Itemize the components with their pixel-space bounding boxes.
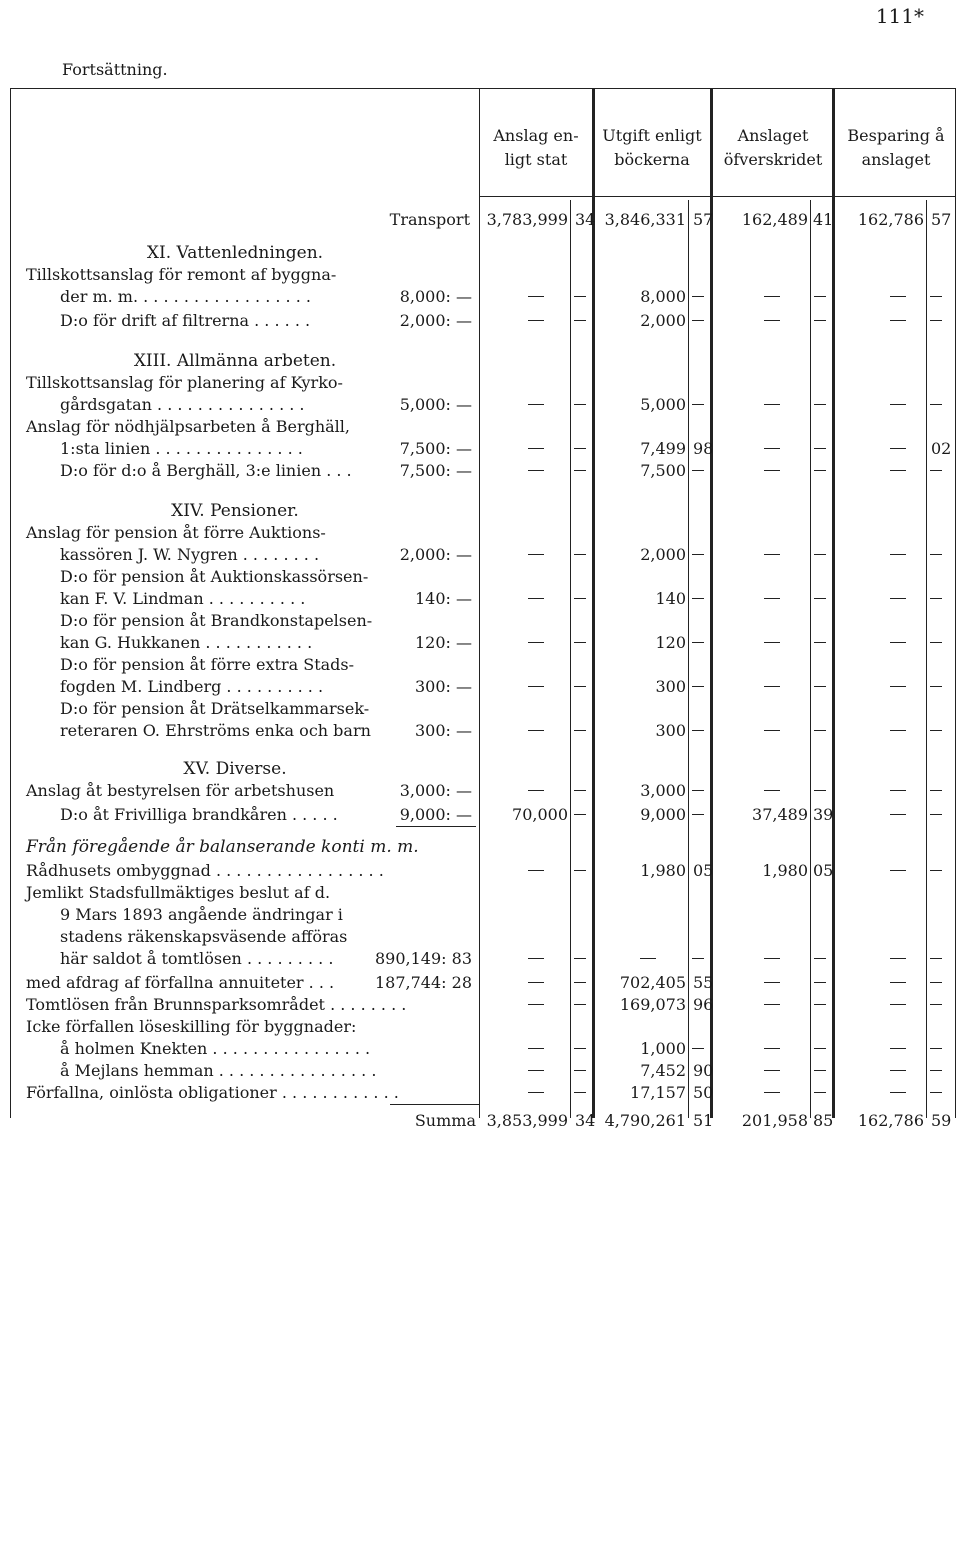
underline-rule [396, 826, 476, 827]
row-label: Tillskottsanslag för planering af Kyrko- [26, 373, 343, 392]
empty-cell-dash [528, 642, 544, 643]
transport-col4: 162,489 [741, 210, 808, 229]
row-label: kan F. V. Lindman . . . . . . . . . . [60, 589, 306, 608]
row-label: gårdsgatan . . . . . . . . . . . . . . . [60, 395, 305, 414]
row-label: D:o för drift af filtrerna . . . . . . [60, 311, 311, 330]
row-col3: 120 [655, 633, 686, 652]
row-label: D:o åt Frivilliga brandkåren . . . . . [60, 805, 338, 824]
empty-cell-dash [890, 730, 906, 731]
summa-col4-fraction: 85 [813, 1111, 834, 1130]
row-col3: 1,000 [640, 1039, 686, 1058]
summa-col3-fraction: 51 [693, 1111, 714, 1130]
empty-cell-dash [930, 1004, 942, 1005]
empty-cell-dash [890, 982, 906, 983]
row-col4: 1,980 [762, 861, 808, 880]
row-col3: 7,452 [640, 1061, 686, 1080]
empty-cell-dash [930, 982, 942, 983]
empty-cell-dash [890, 958, 906, 959]
empty-cell-dash [930, 1092, 942, 1093]
row-label: Tillskottsanslag för remont af byggna- [26, 265, 337, 284]
empty-cell-dash [814, 404, 826, 405]
header-col4: Anslaget öfverskridet [723, 126, 823, 169]
empty-cell-dash [930, 598, 942, 599]
col-rule [832, 88, 835, 1118]
row-label: med afdrag af förfallna annuiteter . . . [26, 973, 335, 992]
row-label: Anslag för pension åt förre Auktions- [26, 523, 326, 542]
empty-cell-dash [528, 870, 544, 871]
row-col4: 37,489 [752, 805, 808, 824]
section-heading: XI. Vattenledningen. [146, 243, 324, 263]
empty-cell-dash [528, 554, 544, 555]
row-col2: 70,000 [512, 805, 568, 824]
row-label: Icke förfallen löseskilling för byggnader: [26, 1017, 357, 1036]
empty-cell-dash [890, 1048, 906, 1049]
row-col3: 9,000 [640, 805, 686, 824]
empty-cell-dash [764, 686, 780, 687]
empty-cell-dash [764, 554, 780, 555]
col-rule [592, 88, 595, 1118]
row-col3-fraction: 98 [693, 439, 714, 458]
empty-cell-dash [692, 470, 704, 471]
row-col1: 7,500: — [399, 461, 472, 480]
row-col3: 2,000 [640, 545, 686, 564]
empty-cell-dash [930, 642, 942, 643]
transport-col2: 3,783,999 [486, 210, 568, 229]
fraction-rule [688, 200, 689, 1118]
empty-cell-dash [814, 296, 826, 297]
row-label: stadens räkenskapsväsende afföras [60, 927, 348, 946]
empty-cell-dash [890, 448, 906, 449]
row-label: D:o för pension åt Brandkonstapelsen- [60, 611, 373, 630]
empty-cell-dash [930, 404, 942, 405]
empty-cell-dash [814, 982, 826, 983]
transport-label: Transport [389, 210, 470, 229]
empty-cell-dash [930, 1048, 942, 1049]
empty-cell-dash [528, 1004, 544, 1005]
row-col3-fraction: 50 [693, 1083, 714, 1102]
summa-label: Summa [414, 1111, 476, 1130]
table-right-rule [955, 88, 956, 1118]
empty-cell-dash [764, 1070, 780, 1071]
summa-col5-fraction: 59 [931, 1111, 952, 1130]
row-col1: 3,000: — [399, 781, 472, 800]
empty-cell-dash [814, 642, 826, 643]
empty-cell-dash [692, 404, 704, 405]
row-col1: 300: — [414, 677, 472, 696]
empty-cell-dash [890, 320, 906, 321]
summa-rule [390, 1104, 480, 1105]
row-col1: 890,149: 83 [375, 949, 472, 968]
empty-cell-dash [692, 686, 704, 687]
empty-cell-dash [814, 1004, 826, 1005]
row-label: D:o för pension åt Drätselkammarsek- [60, 699, 370, 718]
row-col1: 120: — [414, 633, 472, 652]
empty-cell-dash [574, 598, 586, 599]
empty-cell-dash [764, 730, 780, 731]
empty-cell-dash [890, 1070, 906, 1071]
row-col1: 187,744: 28 [375, 973, 472, 992]
header-col2: Anslag en- ligt stat [493, 126, 579, 169]
empty-cell-dash [692, 790, 704, 791]
empty-cell-dash [764, 958, 780, 959]
empty-cell-dash [890, 470, 906, 471]
empty-cell-dash [764, 1004, 780, 1005]
empty-cell-dash [528, 448, 544, 449]
row-col3: 5,000 [640, 395, 686, 414]
summa-col3: 4,790,261 [604, 1111, 686, 1130]
row-col1: 140: — [414, 589, 472, 608]
empty-cell-dash [890, 1004, 906, 1005]
empty-cell-dash [574, 982, 586, 983]
empty-cell-dash [528, 1092, 544, 1093]
empty-cell-dash [528, 598, 544, 599]
empty-cell-dash [764, 470, 780, 471]
row-col1: 300: — [414, 721, 472, 740]
empty-cell-dash [574, 320, 586, 321]
row-label: 9 Mars 1893 angående ändringar i [60, 905, 343, 924]
row-col3: 300 [655, 677, 686, 696]
empty-cell-dash [574, 958, 586, 959]
empty-cell-dash [692, 1048, 704, 1049]
empty-cell-dash [574, 790, 586, 791]
row-label: Tomtlösen från Brunnsparksområdet . . . . . . . . [26, 995, 407, 1014]
summa-col2-fraction: 34 [575, 1111, 596, 1130]
empty-cell-dash [574, 554, 586, 555]
fraction-rule [926, 200, 927, 1118]
row-col3: 1,980 [640, 861, 686, 880]
empty-cell-dash [528, 1048, 544, 1049]
row-label: fogden M. Lindberg . . . . . . . . . . [60, 677, 324, 696]
row-col3: 140 [655, 589, 686, 608]
header-col5: Besparing å anslaget [847, 126, 945, 169]
col-rule [710, 88, 713, 1118]
row-col1: 2,000: — [399, 545, 472, 564]
empty-cell-dash [890, 1092, 906, 1093]
row-label: D:o för pension åt Auktionskassörsen- [60, 567, 369, 586]
empty-cell-dash [528, 1070, 544, 1071]
empty-cell-dash [528, 982, 544, 983]
section-heading: Från föregående år balanserande konti m. m. [26, 837, 419, 857]
row-col1: 2,000: — [399, 311, 472, 330]
section-heading: XIV. Pensioner. [171, 501, 299, 521]
row-label: 1:sta linien . . . . . . . . . . . . . . . [60, 439, 303, 458]
empty-cell-dash [692, 296, 704, 297]
empty-cell-dash [930, 470, 942, 471]
row-col3: 702,405 [619, 973, 686, 992]
empty-cell-dash [574, 642, 586, 643]
empty-cell-dash [574, 1048, 586, 1049]
fraction-rule [810, 200, 811, 1118]
row-label: der m. m. . . . . . . . . . . . . . . . . . [60, 287, 311, 306]
empty-cell-dash [930, 296, 942, 297]
empty-cell-dash [528, 958, 544, 959]
row-col3: 3,000 [640, 781, 686, 800]
empty-cell-dash [764, 790, 780, 791]
empty-cell-dash [764, 404, 780, 405]
row-col3: 7,499 [640, 439, 686, 458]
empty-cell-dash [890, 296, 906, 297]
empty-cell-dash [528, 790, 544, 791]
empty-cell-dash [890, 686, 906, 687]
empty-cell-dash [692, 814, 704, 815]
empty-cell-dash [574, 404, 586, 405]
empty-cell-dash [930, 958, 942, 959]
col-rule [479, 88, 480, 1118]
empty-cell-dash [574, 870, 586, 871]
empty-cell-dash [814, 598, 826, 599]
empty-cell-dash [764, 1092, 780, 1093]
row-label: Anslag åt bestyrelsen för arbetshusen [26, 781, 335, 800]
transport-col5-fraction: 57 [931, 210, 952, 229]
empty-cell-dash [764, 448, 780, 449]
row-col4-fraction: 39 [813, 805, 834, 824]
table-top-rule [10, 88, 956, 89]
empty-cell-dash [528, 470, 544, 471]
row-label: Jemlikt Stadsfullmäktiges beslut af d. [26, 883, 331, 902]
empty-cell-dash [574, 296, 586, 297]
empty-cell-dash [814, 1070, 826, 1071]
empty-cell-dash [528, 730, 544, 731]
empty-cell-dash [930, 686, 942, 687]
empty-cell-dash [692, 958, 704, 959]
row-col3: 7,500 [640, 461, 686, 480]
empty-cell-dash [764, 642, 780, 643]
empty-cell-dash [930, 1070, 942, 1071]
empty-cell-dash [814, 554, 826, 555]
empty-cell-dash [814, 470, 826, 471]
row-label: Förfallna, oinlösta obligationer . . . . . . . . . . . . [26, 1083, 399, 1102]
transport-col5: 162,786 [857, 210, 924, 229]
row-col4-fraction: 05 [813, 861, 834, 880]
empty-cell-dash [930, 790, 942, 791]
empty-cell-dash [930, 814, 942, 815]
row-col5-fraction: 02 [931, 439, 952, 458]
row-col3-fraction: 05 [693, 861, 714, 880]
row-label: å Mejlans hemman . . . . . . . . . . . . . . . . [60, 1061, 377, 1080]
continuation-label: Fortsättning. [62, 60, 168, 79]
empty-cell-dash [574, 814, 586, 815]
row-label: Anslag för nödhjälpsarbeten å Berghäll, [26, 417, 350, 436]
empty-cell-dash [692, 642, 704, 643]
row-label: kassören J. W. Nygren . . . . . . . . [60, 545, 320, 564]
empty-cell-dash [692, 554, 704, 555]
row-col3: 300 [655, 721, 686, 740]
summa-col4: 201,958 [741, 1111, 808, 1130]
empty-cell-dash [574, 686, 586, 687]
empty-cell-dash [930, 554, 942, 555]
summa-col2: 3,853,999 [486, 1111, 568, 1130]
row-col3: 169,073 [619, 995, 686, 1014]
empty-cell-dash [814, 1048, 826, 1049]
row-label: reteraren O. Ehrströms enka och barn [60, 721, 371, 740]
empty-cell-dash [692, 320, 704, 321]
empty-cell-dash [764, 320, 780, 321]
empty-cell-dash [574, 1070, 586, 1071]
row-col3: 17,157 [630, 1083, 686, 1102]
empty-cell-dash [890, 404, 906, 405]
summa-col5: 162,786 [857, 1111, 924, 1130]
empty-cell-dash [890, 554, 906, 555]
empty-cell-dash [814, 448, 826, 449]
row-label: här saldot å tomtlösen . . . . . . . . . [60, 949, 334, 968]
empty-cell-dash [930, 320, 942, 321]
row-col3-fraction: 96 [693, 995, 714, 1014]
empty-cell-dash [574, 730, 586, 731]
empty-cell-dash [890, 870, 906, 871]
empty-cell-dash [528, 320, 544, 321]
row-label: D:o för pension åt förre extra Stads- [60, 655, 355, 674]
empty-cell-dash [528, 686, 544, 687]
transport-col2-fraction: 34 [575, 210, 596, 229]
row-col1: 9,000: — [399, 805, 472, 824]
empty-cell-dash [814, 686, 826, 687]
empty-cell-dash [764, 296, 780, 297]
empty-cell-dash [574, 470, 586, 471]
empty-cell-dash [528, 296, 544, 297]
section-heading: XIII. Allmänna arbeten. [133, 351, 337, 371]
row-label: Rådhusets ombyggnad . . . . . . . . . . . . . . . . . [26, 861, 384, 880]
empty-cell-dash [814, 320, 826, 321]
row-col1: 8,000: — [399, 287, 472, 306]
empty-cell-dash [692, 598, 704, 599]
empty-cell-dash [814, 1092, 826, 1093]
transport-col4-fraction: 41 [813, 210, 834, 229]
fraction-rule [570, 200, 571, 1118]
empty-cell-dash [890, 814, 906, 815]
row-col1: 7,500: — [399, 439, 472, 458]
empty-cell-dash [890, 790, 906, 791]
header-col3: Utgift enligt böckerna [602, 126, 702, 169]
empty-cell-dash [930, 730, 942, 731]
row-col3: 2,000 [640, 311, 686, 330]
row-label: D:o för d:o å Berghäll, 3:e linien . . . [60, 461, 352, 480]
section-heading: XV. Diverse. [183, 759, 287, 779]
empty-cell-dash [930, 870, 942, 871]
empty-cell-dash [574, 448, 586, 449]
empty-cell-dash [640, 958, 656, 959]
empty-cell-dash [814, 958, 826, 959]
row-col3-fraction: 90 [693, 1061, 714, 1080]
empty-cell-dash [814, 730, 826, 731]
empty-cell-dash [814, 790, 826, 791]
header-rule [480, 196, 956, 197]
empty-cell-dash [692, 730, 704, 731]
row-col3: 8,000 [640, 287, 686, 306]
empty-cell-dash [890, 598, 906, 599]
empty-cell-dash [574, 1092, 586, 1093]
empty-cell-dash [890, 642, 906, 643]
page-number: 111* [875, 4, 924, 28]
empty-cell-dash [764, 598, 780, 599]
row-col1: 5,000: — [399, 395, 472, 414]
empty-cell-dash [528, 404, 544, 405]
row-label: kan G. Hukkanen . . . . . . . . . . . [60, 633, 313, 652]
empty-cell-dash [764, 982, 780, 983]
empty-cell-dash [764, 1048, 780, 1049]
row-col3-fraction: 55 [693, 973, 714, 992]
transport-col3: 3,846,331 [604, 210, 686, 229]
transport-col3-fraction: 57 [693, 210, 714, 229]
row-label: å holmen Knekten . . . . . . . . . . . . . . . . [60, 1039, 371, 1058]
empty-cell-dash [574, 1004, 586, 1005]
